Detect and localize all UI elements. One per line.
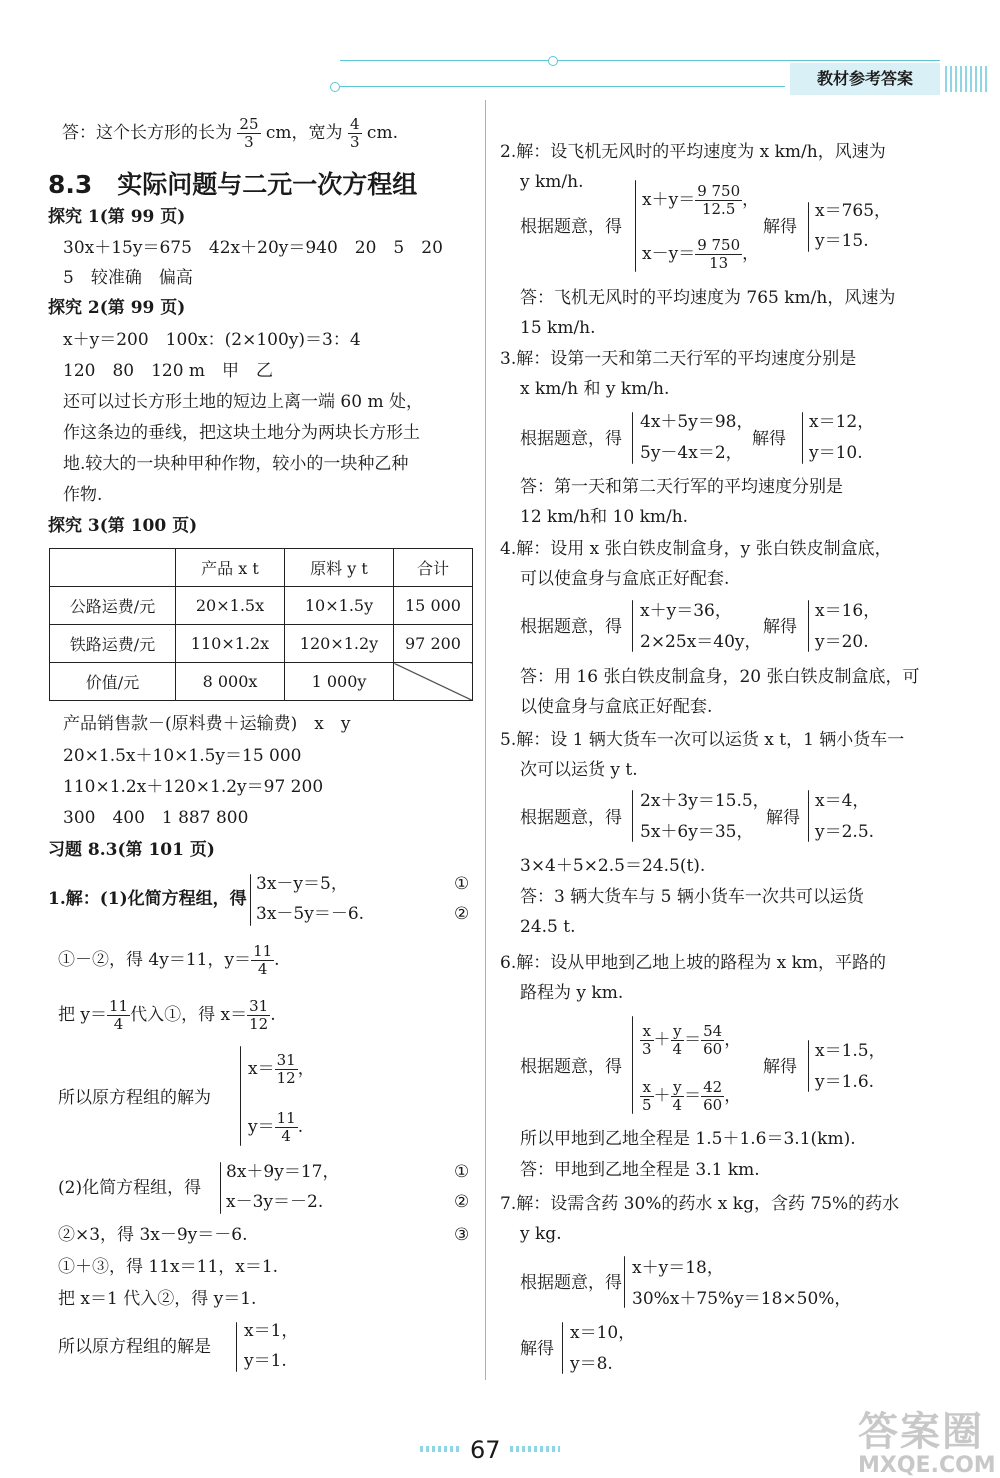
cost-table bbox=[49, 548, 473, 701]
text-line: 所以甲地到乙地全程是 1.5＋1.6＝3.1(km). bbox=[520, 1129, 856, 1149]
q3-intro: 3.解：设第一天和第二天行军的平均速度分别是 bbox=[500, 349, 857, 369]
circle-mark: ② bbox=[454, 904, 470, 924]
solution-x: x＝16， bbox=[815, 601, 881, 621]
circle-mark: ② bbox=[454, 1192, 470, 1212]
step-line: 所以原方程组的解是 bbox=[58, 1337, 211, 1357]
brace bbox=[632, 1016, 633, 1114]
table-cell: 产品 x t bbox=[176, 549, 285, 587]
explore-1-heading: 探究 1(第 99 页) bbox=[48, 207, 186, 227]
brace bbox=[632, 600, 633, 652]
answer-line: 以使盒身与盒底正好配套. bbox=[520, 697, 713, 717]
column-divider bbox=[485, 100, 486, 1380]
equation: x－y＝ $\frac{9 750}{13}$ ， bbox=[642, 236, 760, 272]
text-line: 110×1.2x＋120×1.2y＝97 200 bbox=[63, 777, 324, 797]
text-line: 产品销售款－(原料费＋运输费) x y bbox=[63, 714, 351, 734]
solution-y: y＝1.6. bbox=[815, 1072, 875, 1092]
brace bbox=[250, 874, 251, 926]
table-cell: 97 200 bbox=[394, 625, 473, 663]
brace bbox=[808, 600, 809, 652]
brace bbox=[240, 1046, 241, 1146]
circle-mark: ① bbox=[454, 874, 470, 894]
text-line: 3×4＋5×2.5＝24.5(t). bbox=[520, 856, 706, 876]
equation: 30%x＋75%y＝18×50%， bbox=[632, 1289, 852, 1309]
step-line: ②×3，得 3x－9y＝－6. bbox=[58, 1225, 248, 1245]
table-cell: 铁路运费/元 bbox=[50, 625, 176, 663]
text-line: 作这条边的垂线，把这块土地分为两块长方形土 bbox=[63, 423, 420, 443]
header-dot bbox=[548, 56, 558, 66]
brace bbox=[632, 412, 633, 464]
solution-y: y＝10. bbox=[809, 443, 863, 463]
text-line: 解得 bbox=[520, 1339, 554, 1359]
watermark-logo: 答案圈 MXQE.COM bbox=[858, 1409, 996, 1478]
equation: $\frac{x}{3}$ ＋ $\frac{y}{4}$ ＝ $\frac{54}{60}$ ， bbox=[642, 1022, 742, 1058]
answer-line: 答：这个长方形的长为 $\frac{25}{3}$ cm，宽为 $\frac{4}{3}$ cm. bbox=[62, 115, 398, 151]
answer-line: 答：甲地到乙地全程是 3.1 km. bbox=[520, 1160, 760, 1180]
text-line: 解得 bbox=[766, 808, 800, 828]
brace bbox=[802, 412, 803, 464]
text-line: 次可以运货 y t. bbox=[520, 760, 638, 780]
text-line: 根据题意，得 bbox=[520, 808, 622, 828]
header-dot bbox=[330, 82, 340, 92]
q6-intro: 6.解：设从甲地到乙地上坡的路程为 x km，平路的 bbox=[500, 953, 887, 973]
section-title: 8.3 实际问题与二元一次方程组 bbox=[48, 170, 418, 199]
table-cell: 10×1.5y bbox=[285, 587, 394, 625]
text-line: 根据题意，得 bbox=[520, 429, 622, 449]
answer-line: 12 km/h和 10 km/h. bbox=[520, 507, 689, 527]
table-cell: 110×1.2x bbox=[176, 625, 285, 663]
explore-3-heading: 探究 3(第 100 页) bbox=[48, 516, 198, 536]
text-line: 120 80 120 m 甲 乙 bbox=[63, 361, 274, 381]
answer-line: 答：3 辆大货车与 5 辆小货车一次共可以运货 bbox=[520, 887, 864, 907]
text-line: 解得 bbox=[752, 429, 786, 449]
brace bbox=[808, 790, 809, 842]
brace bbox=[808, 202, 809, 252]
table-cell: 15 000 bbox=[394, 587, 473, 625]
solution-y: y＝15. bbox=[815, 231, 869, 251]
equation: 3x－5y＝－6. bbox=[256, 904, 365, 924]
solution-y: y＝20. bbox=[815, 632, 869, 652]
answer-line: 答：飞机无风时的平均速度为 765 km/h，风速为 bbox=[520, 288, 896, 308]
header-tag: 教材参考答案 bbox=[790, 63, 940, 95]
text-line: 作物. bbox=[63, 485, 103, 505]
equation: 3x－y＝5， bbox=[256, 874, 348, 894]
equation: 8x＋9y＝17， bbox=[226, 1162, 340, 1182]
q2-intro: 2.解：设飞机无风时的平均速度为 x km/h，风速为 bbox=[500, 142, 886, 162]
page-number-decoration bbox=[510, 1446, 560, 1452]
circle-mark: ③ bbox=[454, 1225, 470, 1245]
table-row bbox=[50, 549, 473, 587]
exercise-heading: 习题 8.3(第 101 页) bbox=[48, 840, 215, 860]
text-line: 根据题意，得 bbox=[520, 217, 622, 237]
equation: 5y－4x＝2， bbox=[640, 443, 743, 463]
step-line: 把 y＝ $\frac{11}{4}$ 代入①，得 x＝ $\frac{31}{12}$ . bbox=[58, 997, 276, 1033]
text-line: y km/h. bbox=[520, 172, 584, 192]
text-line: y kg. bbox=[520, 1224, 562, 1244]
step-line: ①＋③，得 11x＝11，x＝1. bbox=[58, 1257, 279, 1277]
text-line: 5 较准确 偏高 bbox=[63, 268, 193, 288]
page-number-decoration bbox=[420, 1446, 462, 1452]
equation: x＋y＝18， bbox=[632, 1258, 724, 1278]
q7-intro: 7.解：设需含药 30%的药水 x kg，含药 75%的药水 bbox=[500, 1194, 900, 1214]
equation: 4x＋5y＝98， bbox=[640, 412, 754, 432]
table-cell: 1 000y bbox=[285, 663, 394, 701]
table-cell: 价值/元 bbox=[50, 663, 176, 701]
table-cell bbox=[50, 549, 176, 587]
solution-x: x＝10， bbox=[570, 1323, 636, 1343]
text-line: 30x＋15y＝675 42x＋20y＝940 20 5 20 bbox=[63, 238, 443, 258]
table-cell: 原料 y t bbox=[285, 549, 394, 587]
table-row bbox=[50, 587, 473, 625]
solution-x: x＝1， bbox=[244, 1321, 299, 1341]
text-line: x km/h 和 y km/h. bbox=[520, 379, 670, 399]
table-cell: 公路运费/元 bbox=[50, 587, 176, 625]
step-line: 所以原方程组的解为 bbox=[58, 1088, 211, 1108]
text-line: 解得 bbox=[763, 1057, 797, 1077]
solution-x: x＝765， bbox=[815, 201, 892, 221]
equation: 2×25x＝40y， bbox=[640, 632, 762, 652]
q5-intro: 5.解：设 1 辆大货车一次可以运货 x t，1 辆小货车一 bbox=[500, 730, 905, 750]
solution-y: y＝2.5. bbox=[815, 822, 875, 842]
brace bbox=[635, 180, 636, 272]
equation: 5x＋6y＝35， bbox=[640, 822, 754, 842]
solution-x: x＝ $\frac{31}{12}$ ， bbox=[248, 1051, 315, 1087]
solution-y: y＝ $\frac{11}{4}$ . bbox=[248, 1109, 304, 1145]
brace bbox=[236, 1322, 237, 1372]
equation: x－3y＝－2. bbox=[226, 1192, 324, 1212]
brace bbox=[220, 1162, 221, 1214]
brace bbox=[632, 790, 633, 842]
answer-line: 答：第一天和第二天行军的平均速度分别是 bbox=[520, 477, 843, 497]
text-line: 根据题意，得 bbox=[520, 1273, 622, 1293]
header-line bbox=[340, 60, 940, 61]
text-line: 解得 bbox=[763, 217, 797, 237]
table-cell: 20×1.5x bbox=[176, 587, 285, 625]
q1-intro: 1.解：(1)化简方程组，得 bbox=[48, 889, 247, 909]
solution-x: x＝1.5， bbox=[815, 1041, 886, 1061]
answer-line: 24.5 t. bbox=[520, 917, 576, 937]
text-line: 可以使盒身与盒底正好配套. bbox=[520, 569, 730, 589]
answer-line: 答：用 16 张白铁皮制盒身，20 张白铁皮制盒底，可 bbox=[520, 667, 920, 687]
table-row bbox=[50, 625, 473, 663]
equation: 2x＋3y＝15.5， bbox=[640, 791, 770, 811]
equation: x＋y＝36， bbox=[640, 601, 732, 621]
equation: $\frac{x}{5}$ ＋ $\frac{y}{4}$ ＝ $\frac{42}{60}$ ， bbox=[642, 1078, 742, 1114]
text-line: 根据题意，得 bbox=[520, 1057, 622, 1077]
answer-line: 15 km/h. bbox=[520, 318, 596, 338]
text-line: 还可以过长方形土地的短边上离一端 60 m 处， bbox=[63, 392, 423, 412]
q4-intro: 4.解：设用 x 张白铁皮制盒身，y 张白铁皮制盒底， bbox=[500, 539, 892, 559]
table-cell-diagonal bbox=[394, 663, 473, 701]
text-line: 根据题意，得 bbox=[520, 617, 622, 637]
equation: x＋y＝ $\frac{9 750}{12.5}$ ， bbox=[642, 182, 760, 218]
text-line: 地.较大的一块种甲种作物，较小的一块种乙种 bbox=[63, 454, 409, 474]
brace bbox=[562, 1322, 563, 1374]
text-line: 路程为 y km. bbox=[520, 983, 624, 1003]
table-row bbox=[50, 663, 473, 701]
step-line: ①－②，得 4y＝11，y＝ $\frac{11}{4}$ . bbox=[58, 942, 280, 978]
text-line: 300 400 1 887 800 bbox=[63, 808, 249, 828]
table-cell: 8 000x bbox=[176, 663, 285, 701]
explore-2-heading: 探究 2(第 99 页) bbox=[48, 298, 186, 318]
step-line: 把 x＝1 代入②，得 y＝1. bbox=[58, 1289, 257, 1309]
solution-x: x＝12， bbox=[809, 412, 875, 432]
text-line: x＋y＝200 100x：(2×100y)＝3：4 bbox=[63, 330, 361, 350]
header-underline bbox=[330, 86, 785, 87]
text-line: 解得 bbox=[763, 617, 797, 637]
solution-y: y＝8. bbox=[570, 1354, 613, 1374]
table-cell: 120×1.2y bbox=[285, 625, 394, 663]
brace bbox=[808, 1040, 809, 1092]
solution-x: x＝4， bbox=[815, 791, 870, 811]
brace bbox=[624, 1256, 625, 1308]
header-stripes bbox=[945, 66, 990, 92]
step-line: (2)化简方程组，得 bbox=[58, 1178, 202, 1198]
text-line: 20×1.5x＋10×1.5y＝15 000 bbox=[63, 746, 302, 766]
table-cell: 合计 bbox=[394, 549, 473, 587]
solution-y: y＝1. bbox=[244, 1351, 287, 1371]
page-number: 67 bbox=[470, 1436, 501, 1464]
circle-mark: ① bbox=[454, 1162, 470, 1182]
